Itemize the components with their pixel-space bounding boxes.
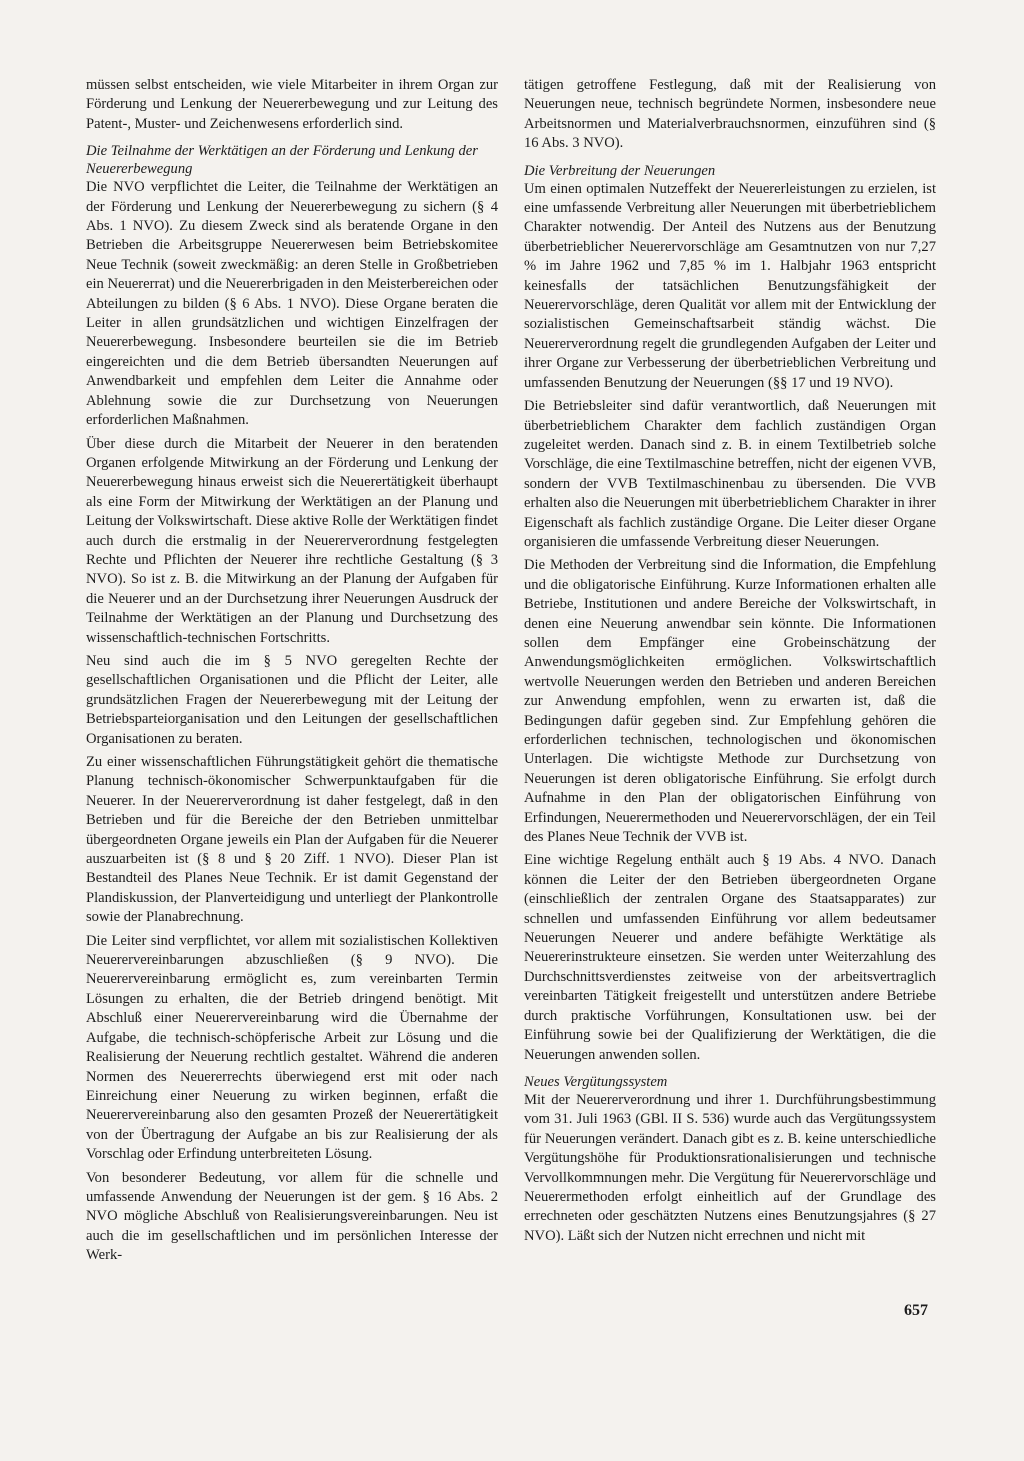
section-heading: Die Teilnahme der Werktätigen an der Förderung und Lenkung der Neuererbewegung bbox=[86, 143, 478, 178]
paragraph: Die Betriebsleiter sind dafür verantwortlich, daß Neuerungen mit überbetrieblichem Charakter dem fachlich zuständigen Organ zugeleitet werden. Danach sind z. B. in einem Textilbetrieb solche Vorschläge, die eine Textilmaschine betreffen, nicht der eigenen VVB, sondern der VVB Textilmaschinenbau zu übersenden. Die VVB erhalten also die Neuerungen mit überbetrieblichem Charakter in ihrer Eigenschaft als fachlich zuständige Organe. Die Leiter dieser Organe organisieren die umfassende Verbreitung dieser Neuerungen. bbox=[524, 398, 936, 550]
paragraph: Die Leiter sind verpflichtet, vor allem mit sozialistischen Kollektiven Neuerervereinbarungen abzuschließen (§ 9 NVO). Die Neuerervereinbarung ermöglicht es, zum vereinbarten Termin Lösungen zu erhalten, die der Betrieb dringend benötigt. Mit Abschluß einer Neuerervereinbarung wird die Übernahme der Aufgabe, die technisch-schöpferische Arbeit zur Lösung und die Realisierung der Neuerung rechtlich gestaltet. Während die anderen Normen des Neuererrechts überwiegend erst mit oder nach Einreichung einer Neuerung zu wirken beginnen, erfaßt die Neuerervereinbarung also den gesamten Prozeß der Neuerertätigkeit von der Übertragung der Aufgabe an bis zur Realisierung der als Vorschlag oder Erfindung unterbreiteten Lösung. bbox=[86, 932, 498, 1163]
paragraph: Über diese durch die Mitarbeit der Neuerer in den beratenden Organen erfolgende Mitwirkung an der Förderung und Lenkung der Neuererbewegung hinaus erweist sich die Neuerertätigkeit überhaupt als eine Form der Mitwirkung der Werktätigen an der Planung und Leitung der Volkswirtschaft. Diese aktive Rolle der Werktätigen findet auch durch die erstmalig in der Neuererverordnung festgelegten Rechte und Pflichten der Neuerer ihre rechtliche Gestaltung (§ 3 NVO). So ist z. B. die Mitwirkung an der Planung der Aufgaben für die Neuerer und an der Durchsetzung ihrer Neuerungen Ausdruck der Teilnahme der Werktätigen an der Planung und Durchsetzung des wissenschaftlich-technischen Fortschritts. bbox=[86, 435, 498, 646]
section-heading: Die Verbreitung der Neuerungen bbox=[524, 162, 716, 179]
paragraph: Die Methoden der Verbreitung sind die Information, die Empfehlung und die obligatorische Einführung. Kurze Informationen erhalten alle Betriebe, Institutionen und andere Bereiche der Volkswirtschaft, in denen eine Neuerung anwendbar sein könnte. Die Informationen sollen dem Empfänger eine Grobeinschätzung der Anwendungsmöglichkeiten ermöglichen. Volkswirtschaftlich wertvolle Neuerungen werden den Betrieben und anderen Bereichen zur Anwendung empfohlen, wenn zu erwarten ist, daß die Bedingungen dafür gegeben sind. Zur Empfehlung gehören die erforderlichen technischen, technologischen und ökonomischen Unterlagen. Die wichtigste Methode zur Durchsetzung von Neuerungen ist deren obligatorische Einführung. Sie erfolgt durch Aufnahme in den Plan der obligatorischen Einführung von Erfindungen, Neuerermethoden und Neuerervorschlägen, der ein Teil des Planes Neue Technik der VVB ist. bbox=[524, 557, 936, 846]
paragraph: Mit der Neuererverordnung und ihrer 1. Durchführungsbestimmung vom 31. Juli 1963 (GBl. II S. 536) wurde auch das Vergütungssystem für Neuerungen verändert. Danach gibt es z. B. keine unterschiedliche Vergütungshöhe für Produktionsrationalisierungen und technische Vervollkommnungen mehr. Die Vergütung für Neuerervorschläge und Neuerermethoden erfolgt einheitlich auf der Grundlage des errechneten oder geschätzten Nutzens eines Benutzungsjahres (§ 27 NVO). Läßt sich der Nutzen nicht errechnen und nicht mit bbox=[524, 1091, 936, 1244]
paragraph: Von besonderer Bedeutung, vor allem für die schnelle und umfassende Anwendung der Neuerungen ist der gem. § 16 Abs. 2 NVO mögliche Abschluß von Realisierungsvereinbarungen. Neu ist auch die im gesellschaftlichen und im persönlichen Interesse der Werk- bbox=[86, 1169, 498, 1264]
right-column bbox=[524, 76, 936, 1250]
paragraph: Um einen optimalen Nutzeffekt der Neuererleistungen zu erzielen, ist eine umfassende Verbreitung aller Neuerungen mit überbetrieblichem Charakter notwendig. Der Anteil des Nutzens aus der Benutzung überbetrieblicher Neuerervorschläge am Gesamtnutzen von nur 7,27 % im Jahre 1962 und 7,85 % im 1. Halbjahr 1963 entspricht keinesfalls der tatsächlichen Benutzungsfähigkeit der Neuerervorschläge, deren Qualität vor allem mit der Entwicklung der sozialistischen Gemeinschaftsarbeit ständig wächst. Die Neuererverordnung regelt die grundlegenden Aufgaben der Leiter und ihrer Organe zur Verbesserung der überbetrieblichen Verbreitung und umfassenden Benutzung der Neuerungen (§§ 17 und 19 NVO). bbox=[524, 180, 936, 391]
page-number: 657 bbox=[904, 1302, 928, 1319]
left-column bbox=[86, 76, 498, 1270]
paragraph: Zu einer wissenschaftlichen Führungstätigkeit gehört die thematische Planung technisch-ökonomischer Schwerpunktaufgaben für die Neuerer. In der Neuererverordnung ist daher festgelegt, daß in den Betrieben und für die Bereiche der den Betrieben unmittelbar übergeordneten Organe jeweils ein Plan der Aufgaben für die Neuerer auszuarbeiten ist (§ 8 und § 20 Ziff. 1 NVO). Dieser Plan ist Bestandteil des Planes Neue Technik. Er ist damit Gegenstand der Plandiskussion, der Planverteidigung und unterliegt der Plankontrolle sowie der Planabrechnung. bbox=[86, 754, 498, 926]
paragraph: Die NVO verpflichtet die Leiter, die Teilnahme der Werktätigen an der Förderung und Lenkung der Neuererbewegung zu sichern (§ 4 Abs. 1 NVO). Zu diesem Zweck sind als beratende Organe in den Betrieben die Arbeitsgruppe Neuererwesen beim Betriebskomitee Neue Technik (soweit zweckmäßig: an deren Stelle in Großbetrieben ein Neuererrat) und die Neuererbrigaden in den Meisterbereichen oder Abteilungen zu bilden (§ 6 Abs. 1 NVO). Diese Organe beraten die Leiter in allen grundsätzlichen und wichtigen Einzelfragen der Neuererbewegung. Insbesondere beurteilen sie die im Betrieb eingereichten und die dem Betrieb übersandten Neuerungen auf Anwendbarkeit und empfehlen dem Leiter die Annahme oder Ablehnung sowie die zur Durchsetzung von Neuerungen erforderlichen Maßnahmen. bbox=[86, 179, 498, 429]
paragraph: tätigen getroffene Festlegung, daß mit der Realisierung von Neuerungen neue, technisch begründete Normen, insbesondere neue Arbeitsnormen und Materialverbrauchsnormen, einzuführen sind (§ 16 Abs. 3 NVO). bbox=[524, 77, 936, 152]
paragraph: Neu sind auch die im § 5 NVO geregelten Rechte der gesellschaftlichen Organisationen und die Pflicht der Leiter, alle grundsätzlichen Fragen der Neuererbewegung mit der Leitung der Betriebsparteiorganisation und den Leitungen der gesellschaftlichen Organisationen zu beraten. bbox=[86, 652, 498, 747]
section-heading: Neues Vergütungssystem bbox=[524, 1073, 668, 1090]
paragraph: Eine wichtige Regelung enthält auch § 19 Abs. 4 NVO. Danach können die Leiter der den Betrieben übergeordneten Organe (einschließlich der zentralen Organe des Staatsapparates) zur schnellen und umfassenden Einführung vor allem bedeutsamer Neuerungen Neuerer und andere befähigte Werktätige als Neuererinstrukteure einsetzen. Sie werden unter Weiterzahlung des Durchschnittsverdienstes zeitweise von der arbeitsvertraglich vereinbarten Tätigkeit freigestellt und unterstützen andere Betriebe durch praktische Vorführungen, Konsultationen usw. bei der Einführung sowie bei der Qualifizierung der Werktätigen, die die Neuerungen anwenden sollen. bbox=[524, 852, 936, 1063]
paragraph: müssen selbst entscheiden, wie viele Mitarbeiter in ihrem Organ zur Förderung und Lenkung der Neuererbewegung und zur Leitung des Patent-, Muster- und Zeichenwesens erforderlich sind. bbox=[86, 77, 498, 132]
